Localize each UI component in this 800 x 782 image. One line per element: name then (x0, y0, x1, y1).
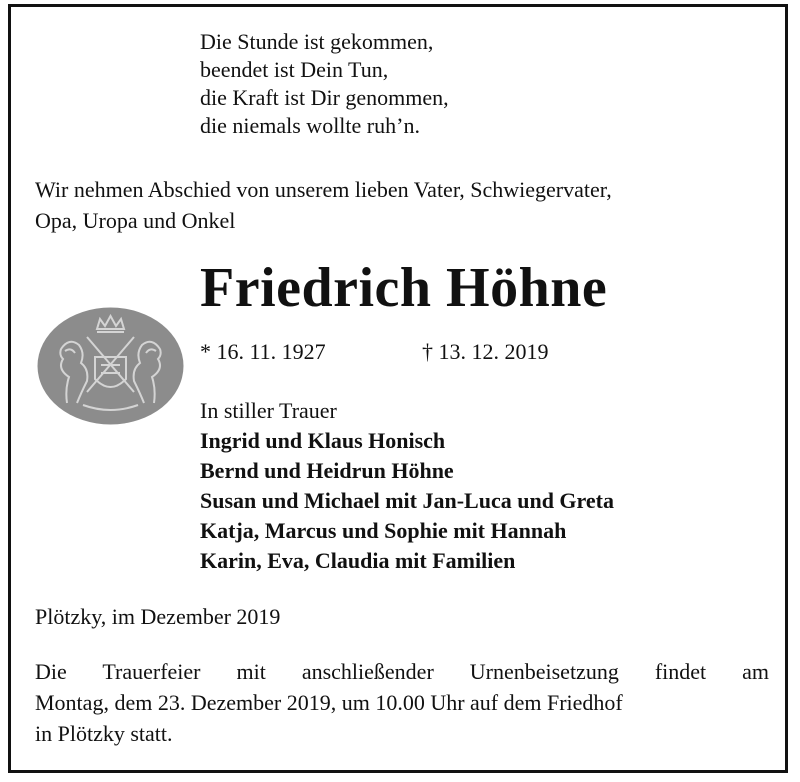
funeral-line: in Plötzky statt. (35, 721, 173, 746)
deceased-name: Friedrich Höhne (200, 257, 608, 319)
farewell-text (35, 174, 612, 236)
coat-of-arms-lions-icon (37, 307, 184, 425)
poem-line: Die Stunde ist gekommen, (200, 29, 434, 54)
farewell-line: Opa, Uropa und Onkel (35, 208, 236, 233)
poem-line: beendet ist Dein Tun, (200, 57, 389, 82)
funeral-line: Die Trauerfeier mit anschließender Urnenbeisetzung findet am (35, 659, 769, 684)
death-date: † 13. 12. 2019 (422, 339, 549, 364)
mourner-family: Susan und Michael mit Jan-Luca und Greta (200, 488, 615, 513)
life-dates (200, 337, 549, 367)
funeral-info (35, 656, 769, 749)
funeral-line: Montag, dem 23. Dezember 2019, um 10.00 Uhr auf dem Friedhof (35, 690, 623, 715)
poem-line: die Kraft ist Dir genommen, (200, 85, 449, 110)
mourners (200, 396, 614, 576)
mourner-family: Ingrid und Klaus Honisch (200, 428, 446, 453)
birth-date: * 16. 11. 1927 (200, 339, 326, 364)
farewell-line: Wir nehmen Abschied von unserem lieben Vater, Schwiegervater, (35, 177, 612, 202)
mourner-family: Bernd und Heidrun Höhne (200, 458, 454, 483)
mourning-heading: In stiller Trauer (200, 398, 337, 423)
poem (200, 28, 449, 140)
mourner-family: Katja, Marcus und Sophie mit Hannah (200, 518, 567, 543)
mourner-family: Karin, Eva, Claudia mit Familien (200, 548, 516, 573)
poem-line: die niemals wollte ruh’n. (200, 113, 420, 138)
place-and-date: Plötzky, im Dezember 2019 (35, 604, 281, 629)
